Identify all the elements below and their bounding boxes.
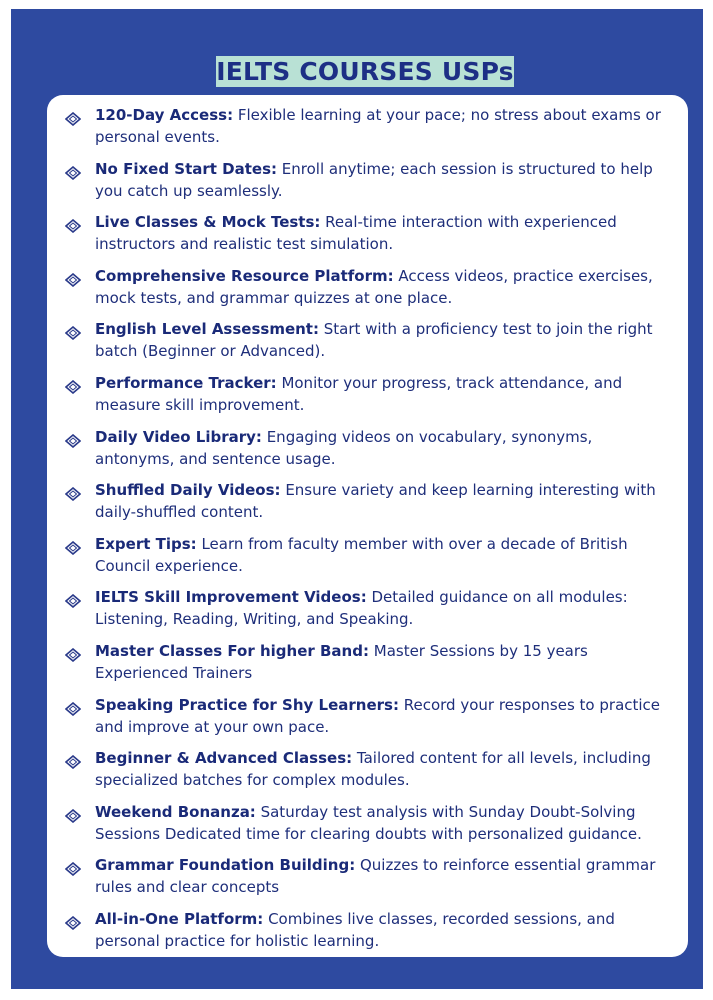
diamond-bullet-icon: [65, 487, 81, 501]
diamond-bullet-icon: [65, 541, 81, 555]
diamond-bullet-icon: [65, 166, 81, 180]
usp-text: [95, 747, 674, 791]
usp-description: Real-time interaction with experienced instructors and realistic test simulation.: [95, 213, 617, 254]
usp-description: Quizzes to reinforce essential grammar rules and clear concepts: [95, 856, 656, 897]
usp-item: [47, 908, 688, 962]
usp-text: [95, 372, 674, 416]
usp-item: [47, 104, 688, 158]
usp-item: [47, 747, 688, 801]
usp-label: 120-Day Access:: [95, 106, 234, 124]
usp-label: Shuffled Daily Videos:: [95, 481, 281, 500]
usp-description: Flexible learning at your pace; no stress about exams or personal events.: [95, 106, 661, 146]
usp-label: All-in-One Platform:: [95, 909, 264, 928]
usp-list: [47, 104, 688, 962]
diamond-bullet-icon: [65, 594, 81, 608]
usp-item: [47, 372, 688, 426]
usp-description: Saturday test analysis with Sunday Doubt-Solving Sessions Dedicated time for clearing doubts with personalized guidance.: [95, 802, 642, 843]
usp-label: Beginner & Advanced Classes:: [95, 749, 353, 768]
usp-text: [95, 640, 674, 684]
usp-text: [95, 801, 674, 845]
usp-description: Enroll anytime; each session is structured to help you catch up seamlessly.: [95, 159, 653, 200]
usp-description: Tailored content for all levels, including specialized batches for complex modules.: [95, 749, 651, 790]
usp-label: Grammar Foundation Building:: [95, 856, 356, 875]
usp-text: [95, 586, 674, 630]
usp-text: [95, 533, 674, 577]
diamond-bullet-icon: [65, 434, 81, 448]
diamond-bullet-icon: [65, 916, 81, 930]
diamond-bullet-icon: [65, 648, 81, 662]
usp-label: No Fixed Start Dates:: [95, 159, 278, 178]
usp-text: [95, 211, 674, 255]
usp-text: [95, 318, 674, 362]
usp-description: Record your responses to practice and improve at your own pace.: [95, 695, 661, 736]
usp-label: Weekend Bonanza:: [95, 802, 256, 821]
diamond-bullet-icon: [65, 112, 81, 126]
diamond-bullet-icon: [65, 702, 81, 716]
usp-label: IELTS Skill Improvement Videos:: [95, 588, 367, 607]
usp-description: Detailed guidance on all modules: Listening, Reading, Writing, and Speaking.: [95, 588, 628, 629]
usp-item: [47, 586, 688, 640]
usp-text: [95, 854, 674, 898]
usp-card: [47, 95, 688, 957]
usp-label: Daily Video Library:: [95, 427, 262, 446]
diamond-bullet-icon: [65, 273, 81, 287]
usp-description: Start with a proficiency test to join the right batch (Beginner or Advanced).: [95, 320, 653, 361]
usp-item: [47, 801, 688, 855]
diamond-bullet-icon: [65, 862, 81, 876]
usp-description: Master Sessions by 15 years Experienced Trainers: [95, 641, 588, 682]
usp-item: [47, 533, 688, 587]
diamond-bullet-icon: [65, 380, 81, 394]
usp-item: [47, 211, 688, 265]
usp-text: [95, 694, 674, 738]
usp-description: Monitor your progress, track attendance, and measure skill improvement.: [95, 373, 623, 414]
usp-description: Engaging videos on vocabulary, synonyms, antonyms, and sentence usage.: [95, 427, 593, 468]
usp-description: Combines live classes, recorded sessions, and personal practice for holistic learning.: [95, 909, 615, 950]
usp-item: [47, 158, 688, 212]
usp-text: [95, 158, 674, 202]
usp-label: Live Classes & Mock Tests:: [95, 213, 321, 232]
usp-text: [95, 908, 674, 952]
usp-text: [95, 104, 674, 148]
usp-description: Access videos, practice exercises, mock tests, and grammar quizzes at one place.: [95, 266, 653, 307]
usp-item: [47, 479, 688, 533]
usp-text: [95, 265, 674, 309]
usp-label: Comprehensive Resource Platform:: [95, 266, 394, 285]
usp-item: [47, 694, 688, 748]
page-title: IELTS COURSES USPs: [216, 57, 514, 86]
usp-description: Learn from faculty member with over a decade of British Council experience.: [95, 534, 628, 575]
usp-description: Ensure variety and keep learning interesting with daily-shuffled content.: [95, 481, 656, 522]
title-box: [216, 56, 514, 87]
blue-frame: [11, 9, 703, 989]
usp-text: [95, 426, 674, 470]
usp-label: Performance Tracker:: [95, 373, 277, 392]
diamond-bullet-icon: [65, 755, 81, 769]
diamond-bullet-icon: [65, 219, 81, 233]
usp-item: [47, 426, 688, 480]
usp-label: Expert Tips:: [95, 534, 197, 553]
usp-text: [95, 479, 674, 523]
diamond-bullet-icon: [65, 326, 81, 340]
usp-label: Speaking Practice for Shy Learners:: [95, 695, 399, 714]
usp-item: [47, 265, 688, 319]
usp-label: English Level Assessment:: [95, 320, 319, 339]
usp-item: [47, 854, 688, 908]
usp-label: Master Classes For higher Band:: [95, 641, 369, 660]
diamond-bullet-icon: [65, 809, 81, 823]
usp-item: [47, 640, 688, 694]
usp-item: [47, 318, 688, 372]
